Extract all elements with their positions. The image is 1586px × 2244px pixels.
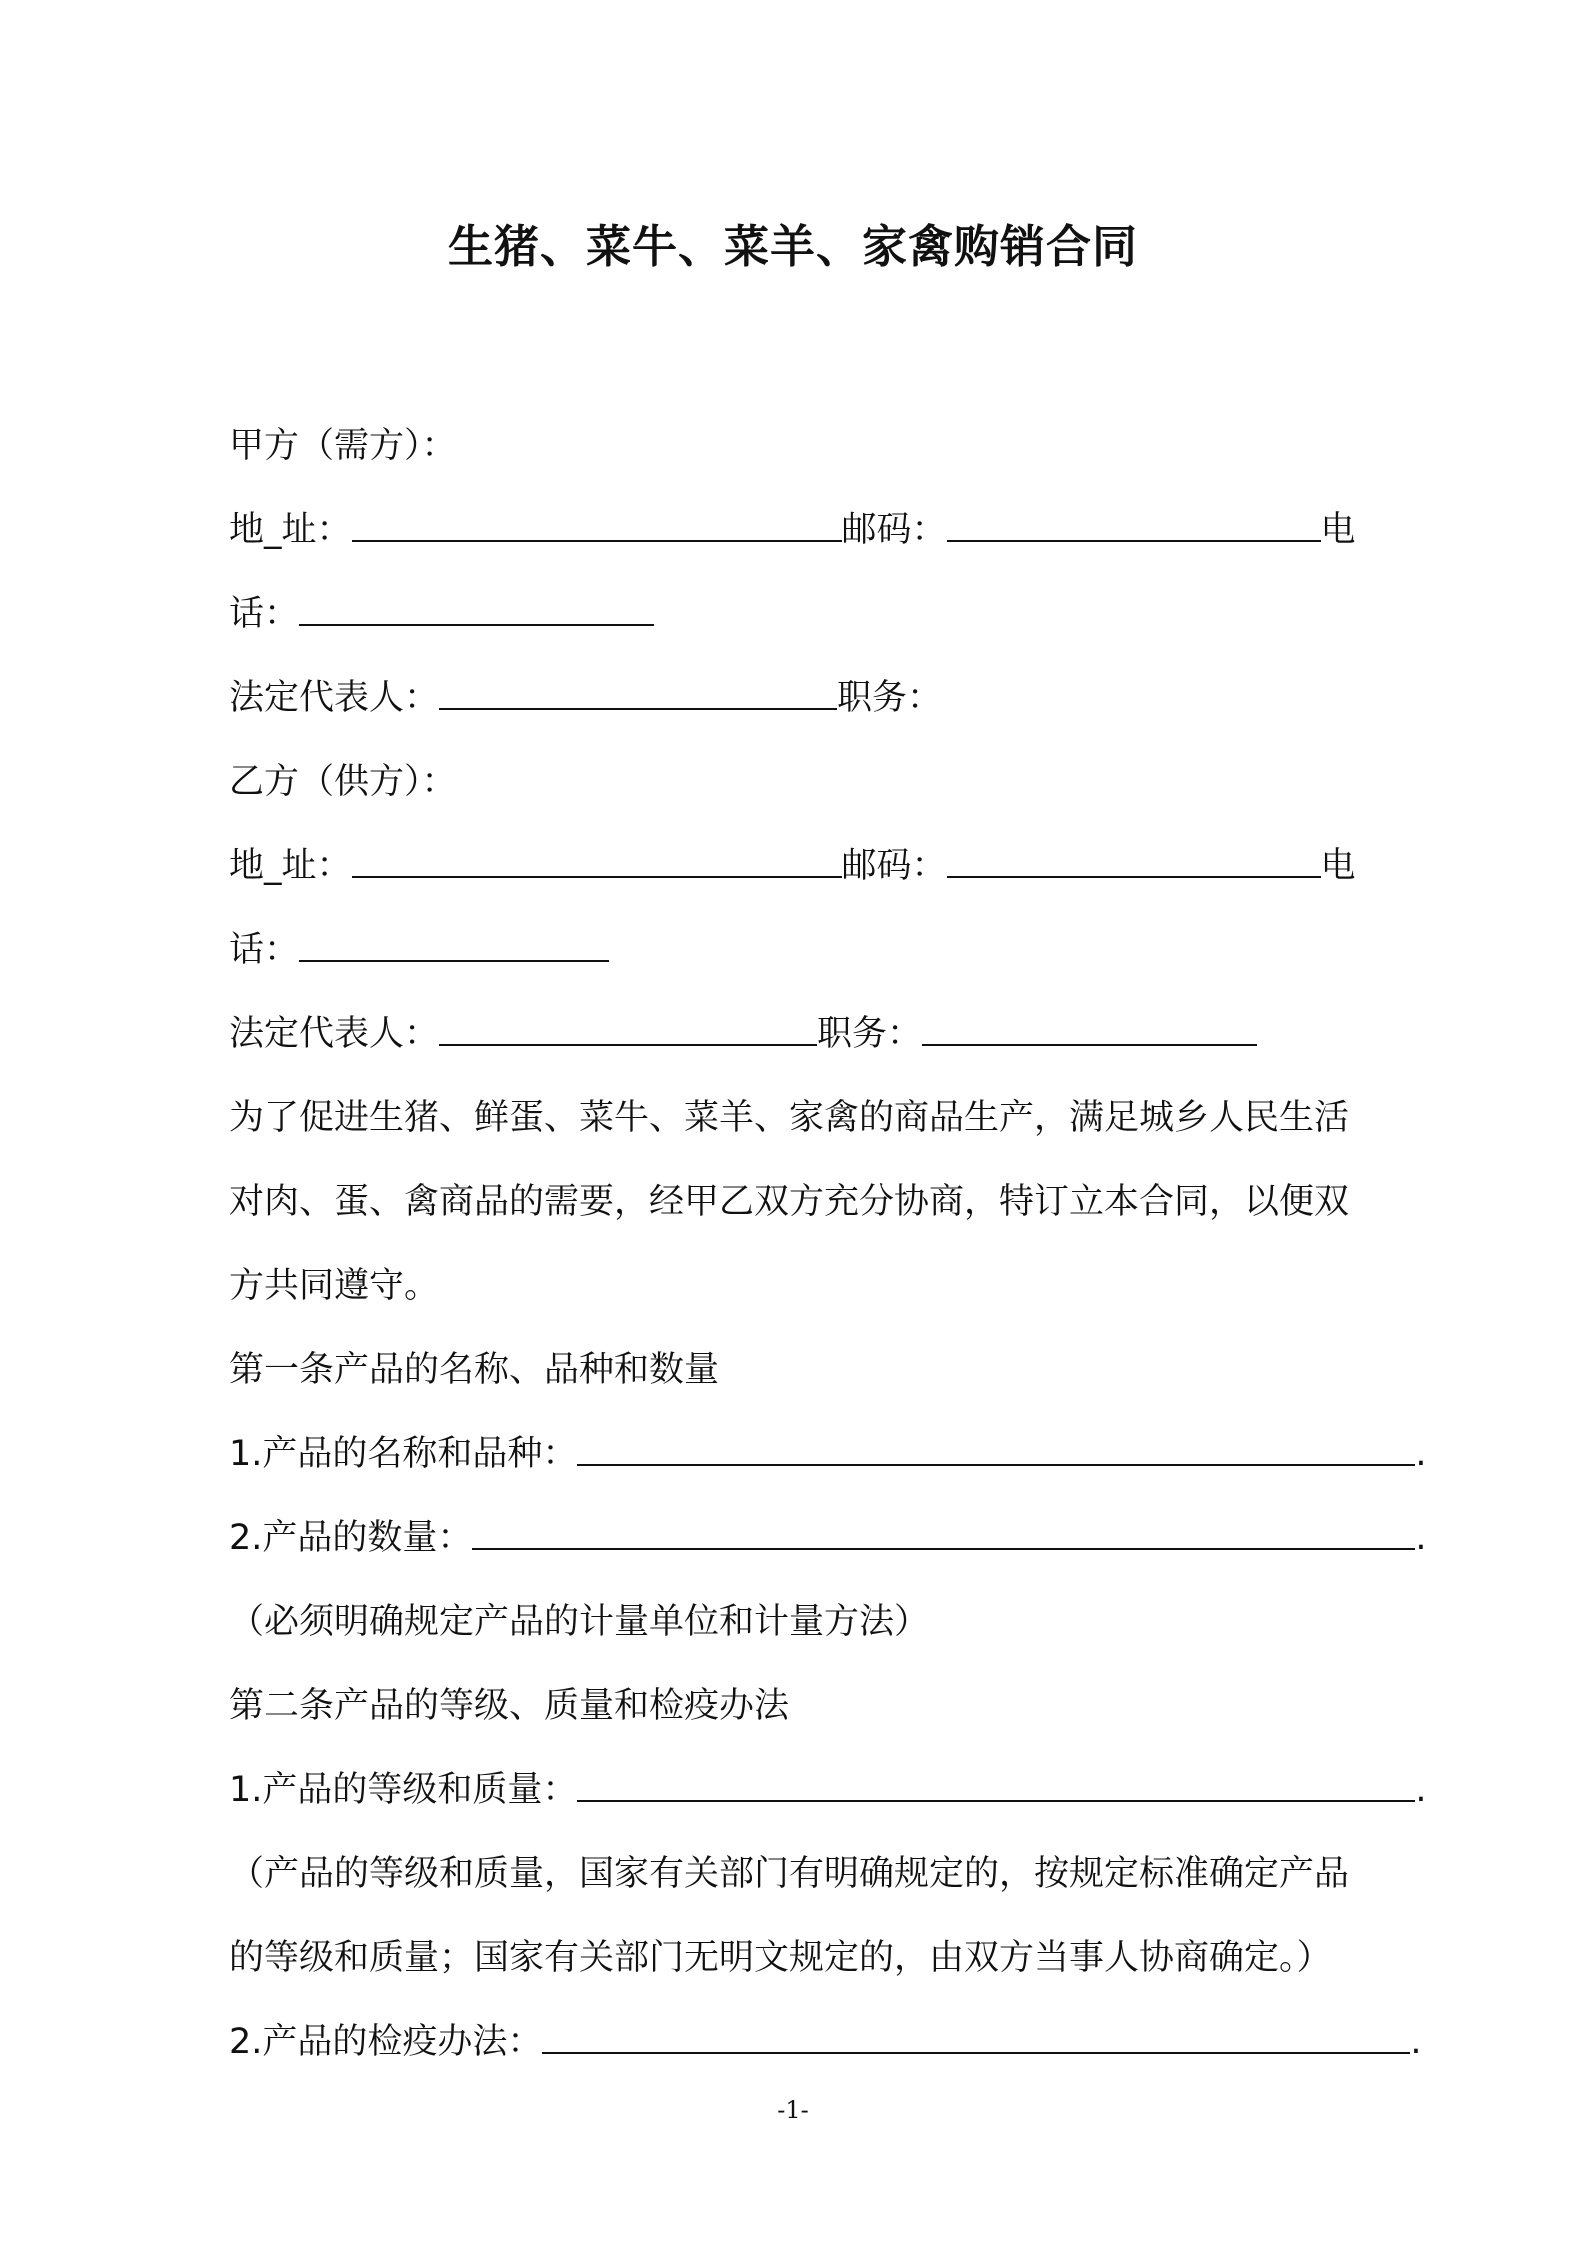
article-2-note — [229, 1832, 1439, 1916]
page-number: -1- — [777, 2096, 809, 2124]
period: . — [1415, 1434, 1427, 1474]
party-a-rep-line — [229, 656, 1439, 740]
party-a-postcode-field[interactable] — [947, 488, 1321, 542]
preamble-line — [229, 1160, 1439, 1244]
party-b-phone-label-start: 电 — [1320, 846, 1356, 886]
party-a-phone-field[interactable] — [299, 572, 654, 626]
article-1-note — [229, 1580, 1439, 1664]
party-a-phone-line — [229, 572, 1439, 656]
article-1-item-2 — [229, 1496, 1439, 1580]
quarantine-method-field[interactable] — [542, 2000, 1410, 2054]
party-b-postcode-field[interactable] — [947, 824, 1321, 878]
party-b-rep-field[interactable] — [439, 992, 817, 1046]
preamble-text-1: 为了促进生猪、鲜蛋、菜牛、菜羊、家禽的商品生产，满足城乡人民生活 — [229, 1098, 1350, 1138]
party-a-postcode-label: 邮码： — [841, 510, 947, 550]
party-b-rep-line — [229, 992, 1439, 1076]
party-a-address-field[interactable] — [352, 488, 842, 542]
party-a-address-label: 地_址： — [229, 510, 352, 550]
period: . — [1415, 1770, 1427, 1810]
party-b-title-label: 职务： — [817, 1014, 923, 1054]
preamble-text-2: 对肉、蛋、禽商品的需要，经甲乙双方充分协商，特订立本合同，以便双 — [229, 1182, 1350, 1222]
party-a-heading — [229, 404, 1439, 488]
period: . — [1410, 2022, 1422, 2062]
article-1-item-1 — [229, 1412, 1439, 1496]
product-quantity-label: 2.产品的数量： — [229, 1518, 473, 1558]
preamble-line — [229, 1076, 1439, 1160]
product-name-field[interactable] — [577, 1412, 1415, 1466]
party-b-postcode-label: 邮码： — [841, 846, 947, 886]
product-name-label: 1.产品的名称和品种： — [229, 1434, 578, 1474]
article-2-item-2 — [229, 2000, 1439, 2084]
party-b-address-line — [229, 824, 1439, 908]
party-a-heading-text: 甲方（需方）： — [229, 426, 457, 466]
party-a-rep-label: 法定代表人： — [229, 678, 440, 718]
article-2-note-text-1: （产品的等级和质量，国家有关部门有明确规定的，按规定标准确定产品 — [229, 1854, 1350, 1894]
preamble-line — [229, 1244, 1439, 1328]
party-b-heading — [229, 740, 1439, 824]
party-a-rep-field[interactable] — [439, 656, 837, 710]
party-b-phone-field[interactable] — [299, 908, 609, 962]
article-2-note-text-2: 的等级和质量；国家有关部门无明文规定的，由双方当事人协商确定。） — [229, 1938, 1332, 1978]
product-grade-field[interactable] — [577, 1748, 1415, 1802]
contract-title: 生猪、菜牛、菜羊、家禽购销合同 — [447, 220, 1138, 273]
party-a-title-label: 职务： — [837, 678, 943, 718]
party-a-address-line — [229, 488, 1439, 572]
article-1-heading-text: 第一条产品的名称、品种和数量 — [229, 1350, 720, 1390]
party-b-title-field[interactable] — [922, 992, 1257, 1046]
product-quantity-field[interactable] — [472, 1496, 1415, 1550]
party-b-address-field[interactable] — [352, 824, 842, 878]
party-a-phone-label-start: 电 — [1320, 510, 1356, 550]
period: . — [1415, 1518, 1427, 1558]
article-2-note — [229, 1916, 1439, 2000]
party-b-phone-line — [229, 908, 1439, 992]
article-2-item-1 — [229, 1748, 1439, 1832]
party-b-address-label: 地_址： — [229, 846, 352, 886]
article-1-note-text: （必须明确规定产品的计量单位和计量方法） — [229, 1602, 930, 1642]
article-2-heading-text: 第二条产品的等级、质量和检疫办法 — [229, 1686, 790, 1726]
contract-body — [229, 404, 1439, 2084]
product-grade-label: 1.产品的等级和质量： — [229, 1770, 578, 1810]
quarantine-method-label: 2.产品的检疫办法： — [229, 2022, 543, 2062]
party-b-phone-label-end: 话： — [229, 930, 300, 970]
article-2-heading — [229, 1664, 1439, 1748]
party-b-heading-text: 乙方（供方）： — [229, 762, 457, 802]
preamble-text-3: 方共同遵守。 — [229, 1266, 440, 1306]
article-1-heading — [229, 1328, 1439, 1412]
party-b-rep-label: 法定代表人： — [229, 1014, 440, 1054]
party-a-phone-label-end: 话： — [229, 594, 300, 634]
